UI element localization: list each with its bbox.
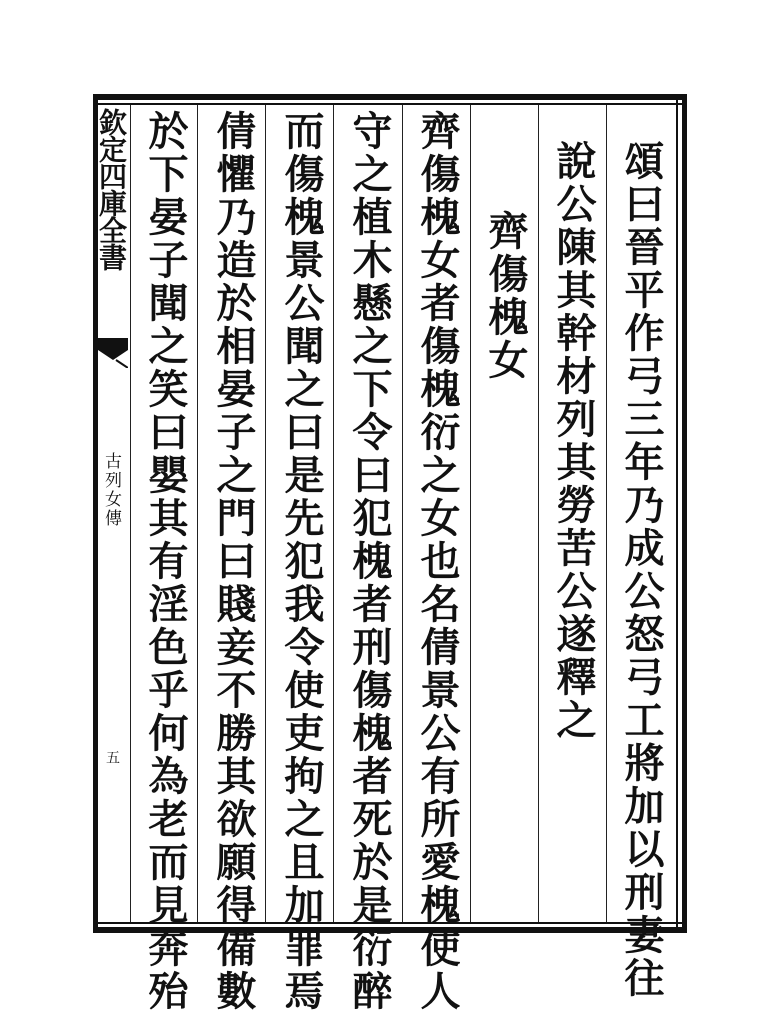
column-divider — [470, 105, 471, 922]
frame-top-inner-border — [93, 103, 687, 105]
column-divider — [197, 105, 198, 922]
fishtail-mark-icon — [98, 338, 128, 368]
column-divider — [265, 105, 266, 922]
column-divider — [538, 105, 539, 922]
column-divider — [333, 105, 334, 922]
text-column-4: 齊傷槐女者傷槐衍之女也名倩景公有所愛槐使人 — [414, 110, 461, 1013]
book-title: 古列女傳 — [101, 452, 121, 528]
text-column-2: 說公陳其幹材列其勞苦公遂釋之 — [550, 140, 597, 742]
column-divider — [130, 105, 131, 922]
frame-right-inner-border — [676, 94, 678, 933]
text-column-5: 守之植木懸之下令曰犯槐者刑傷槐者死於是衍醉 — [346, 110, 393, 1013]
text-column-1: 頌曰晉平作弓三年乃成公怒弓工將加以刑妻往 — [618, 140, 665, 1000]
section-heading: 齊傷槐女 — [482, 210, 529, 382]
text-column-8: 於下晏子聞之笑曰嬰其有淫色乎何為老而見奔殆 — [142, 110, 189, 1013]
page-number: 五 — [104, 750, 120, 764]
collection-title: 欽定四庫全書 — [95, 108, 128, 270]
text-column-6: 而傷槐景公聞之曰是先犯我令使吏拘之且加罪焉 — [278, 110, 325, 1013]
text-column-7: 倩懼乃造於相晏子之門曰賤妾不勝其欲願得備數 — [210, 110, 257, 1013]
frame-top-border — [93, 94, 687, 100]
frame-right-border — [682, 94, 687, 933]
column-divider — [402, 105, 403, 922]
column-divider — [606, 105, 607, 922]
